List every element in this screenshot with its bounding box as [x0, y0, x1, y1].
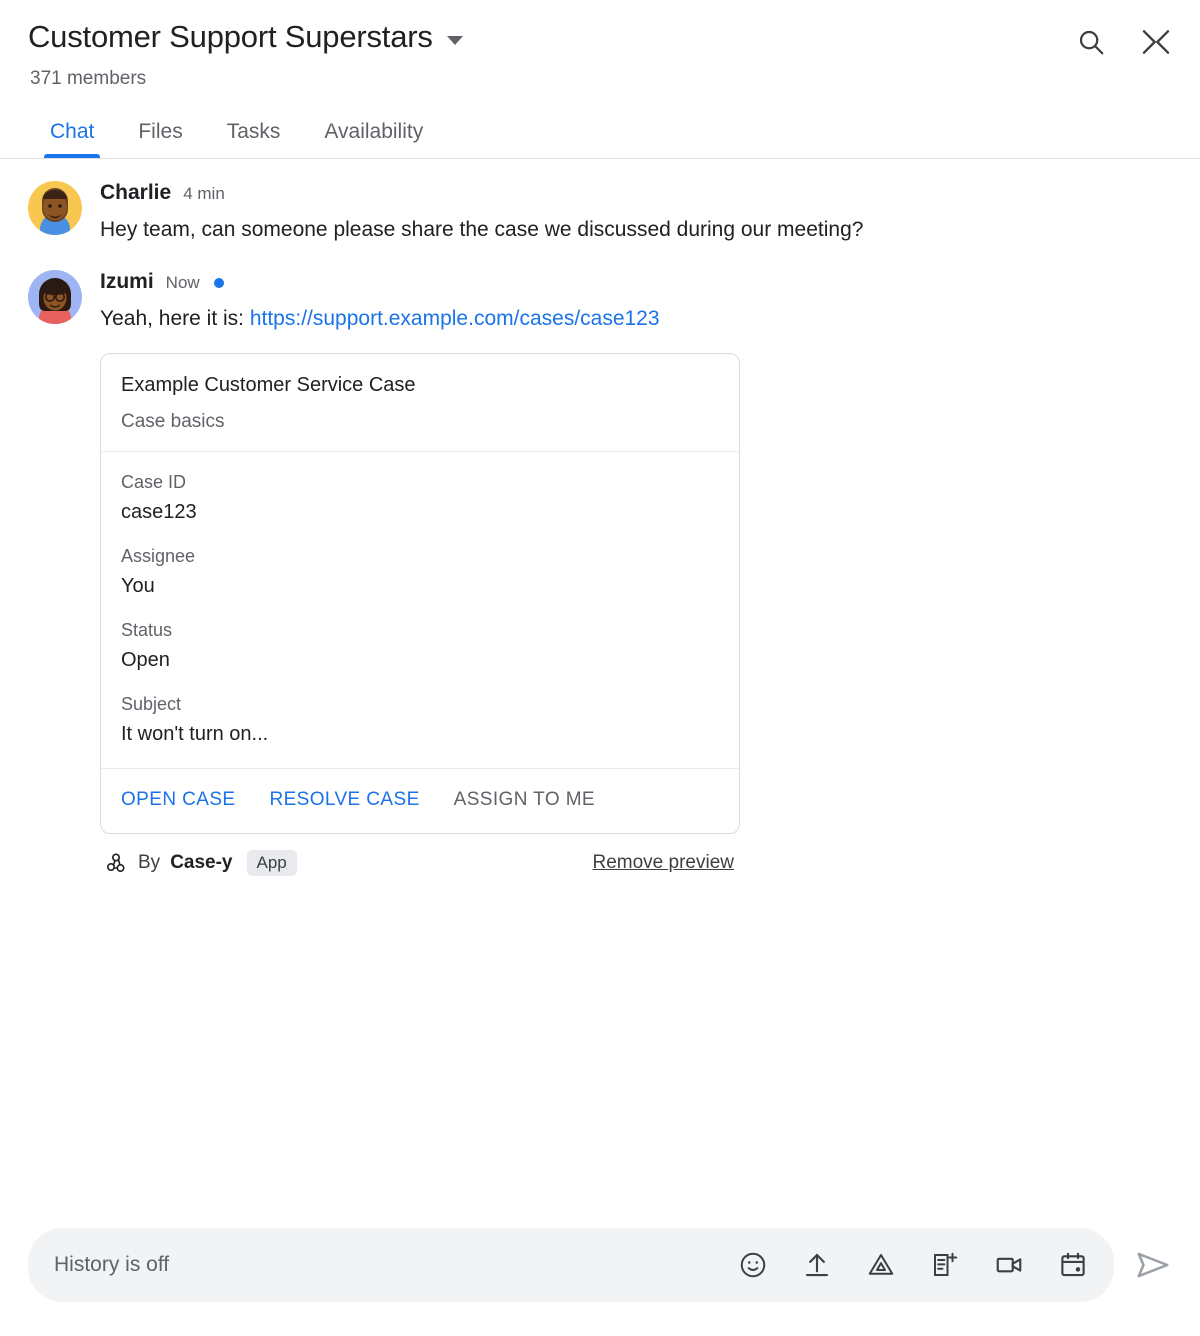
card-attribution: [100, 850, 740, 876]
field-subject: [121, 694, 719, 746]
message-item: [28, 181, 1172, 246]
tab-tasks[interactable]: Tasks: [226, 120, 281, 143]
emoji-icon[interactable]: [738, 1250, 768, 1280]
send-icon[interactable]: [1134, 1246, 1172, 1284]
case-preview-card: [100, 353, 740, 834]
header-actions: [1076, 26, 1172, 58]
message-item: [28, 270, 1172, 876]
app-badge: App: [247, 850, 297, 876]
tab-bar: [0, 112, 1200, 159]
doc-add-icon[interactable]: [930, 1250, 960, 1280]
assign-to-me-button[interactable]: ASSIGN TO ME: [453, 789, 595, 810]
chevron-down-icon[interactable]: [447, 36, 463, 45]
message-sender: Charlie: [100, 181, 172, 204]
message-text: [100, 303, 1000, 335]
field-value: You: [121, 575, 155, 597]
attribution-app-name: Case-y: [170, 852, 233, 873]
composer-area: [0, 1210, 1200, 1336]
remove-preview-link[interactable]: Remove preview: [592, 852, 734, 873]
avatar[interactable]: [28, 181, 82, 235]
message-sender: Izumi: [100, 270, 154, 293]
message-list: [0, 159, 1200, 1210]
field-label: Case ID: [121, 472, 187, 492]
field-assignee: [121, 546, 719, 598]
avatar[interactable]: [28, 270, 82, 324]
unread-dot-icon: [214, 278, 224, 288]
search-icon[interactable]: [1076, 27, 1106, 57]
message-composer[interactable]: [28, 1228, 1114, 1302]
attribution-by: By: [138, 852, 161, 873]
composer-icons: [738, 1250, 1088, 1280]
message-text-prefix: Yeah, here it is:: [100, 307, 250, 330]
field-label: Status: [121, 620, 173, 640]
field-value: It won't turn on...: [121, 723, 269, 745]
resolve-case-button[interactable]: RESOLVE CASE: [269, 789, 420, 810]
card-actions: [101, 769, 739, 833]
collapse-icon[interactable]: [1140, 26, 1172, 58]
drive-icon[interactable]: [866, 1250, 896, 1280]
case-link[interactable]: https://support.example.com/cases/case123: [249, 307, 660, 330]
card-title: Example Customer Service Case: [121, 374, 416, 396]
page-title: Customer Support Superstars: [28, 19, 433, 54]
message-text: Hey team, can someone please share the case we discussed during our meeting?: [100, 218, 864, 241]
card-header: [101, 354, 739, 452]
card-subtitle: Case basics: [121, 411, 225, 432]
header: [0, 0, 1200, 90]
field-label: Assignee: [121, 546, 196, 566]
card-fields: [101, 452, 739, 769]
video-icon[interactable]: [994, 1250, 1024, 1280]
webhook-icon: [104, 851, 128, 875]
field-label: Subject: [121, 694, 182, 714]
message-timestamp: 4 min: [183, 184, 225, 203]
tab-files[interactable]: Files: [138, 120, 183, 143]
member-count: 371 members: [30, 68, 147, 89]
field-value: Open: [121, 649, 170, 671]
upload-icon[interactable]: [802, 1250, 832, 1280]
field-status: [121, 620, 719, 672]
message-input[interactable]: History is off: [54, 1253, 170, 1276]
calendar-icon[interactable]: [1058, 1250, 1088, 1280]
open-case-button[interactable]: OPEN CASE: [121, 789, 236, 810]
field-value: case123: [121, 501, 197, 523]
tab-chat[interactable]: Chat: [28, 112, 116, 158]
room-title-group[interactable]: [28, 18, 463, 56]
message-timestamp: Now: [165, 273, 200, 292]
field-case-id: [121, 472, 719, 524]
tab-availability[interactable]: Availability: [324, 120, 424, 143]
